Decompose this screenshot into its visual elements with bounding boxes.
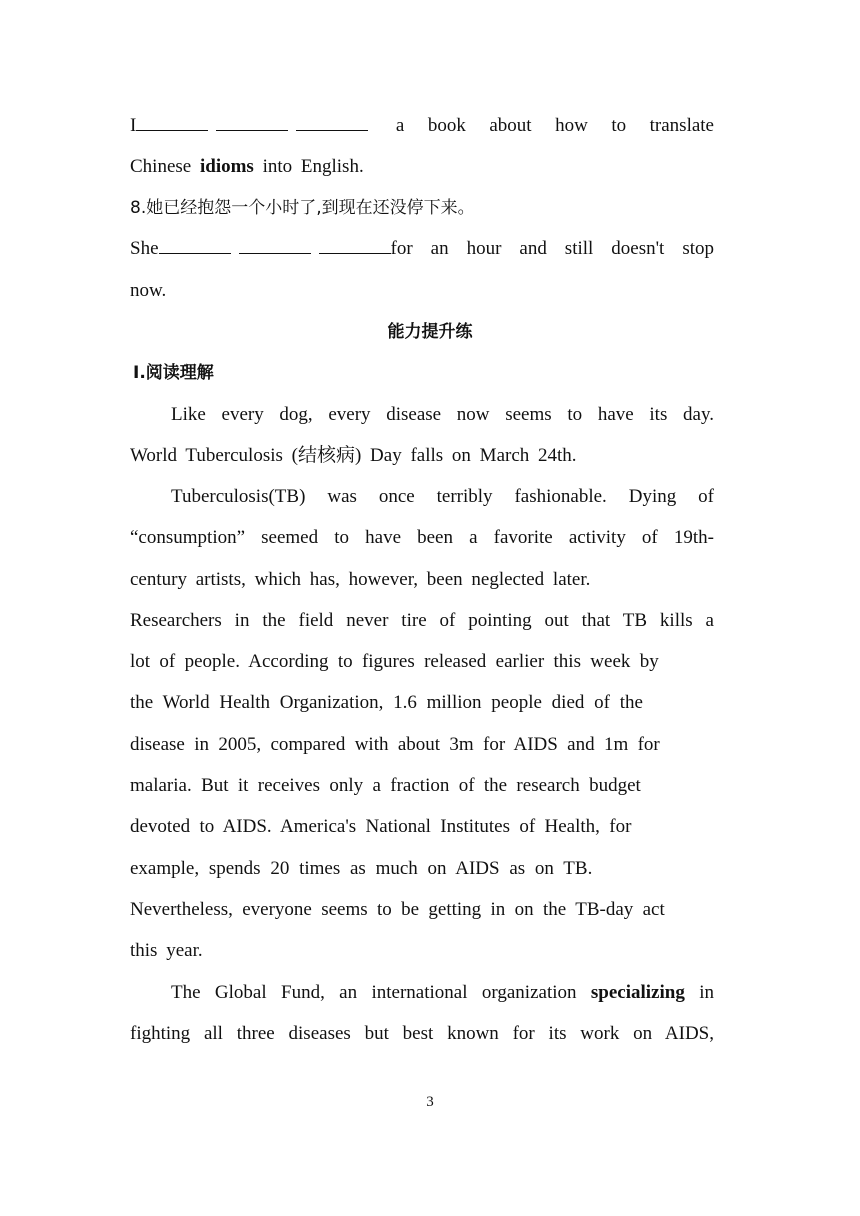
answer-blank[interactable]	[136, 114, 208, 131]
q8-chinese-prompt: 8.她已经抱怨一个小时了,到现在还没停下来。	[130, 198, 475, 218]
q7-keyword: idioms	[199, 156, 254, 177]
passage-line: fighting all three diseases but best known for its work on AIDS,	[130, 1023, 714, 1044]
q7-line2-pre: Chinese	[130, 156, 192, 177]
q7-english-line2	[130, 155, 714, 179]
passage-line: Like every dog, every disease now seems to have its day.	[171, 404, 714, 425]
passage-line: the World Health Organization, 1.6 million people died of the	[130, 692, 643, 713]
passage-line: Nevertheless, everyone seems to be getting in on the TB-day act	[130, 899, 665, 920]
answer-blank[interactable]	[239, 237, 311, 254]
q8-start: She	[130, 238, 159, 259]
passage-line: “consumption” seemed to have been a favorite activity of 19th-	[130, 527, 714, 548]
passage-line: example, spends 20 times as much on AIDS as on TB.	[130, 858, 593, 879]
answer-blank[interactable]	[159, 237, 231, 254]
passage-line	[171, 981, 714, 1005]
answer-blank[interactable]	[296, 114, 368, 131]
passage-line: this year.	[130, 940, 203, 961]
q7-rest: a book about how to translate	[395, 115, 714, 136]
subsection-title: Ⅰ.阅读理解	[133, 363, 214, 383]
q8-english-line1	[130, 237, 714, 261]
passage-text: in	[699, 982, 714, 1003]
q7-line2-post: into English.	[262, 156, 364, 177]
passage-keyword: specializing	[590, 982, 685, 1003]
passage-line: Tuberculosis(TB) was once terribly fashionable. Dying of	[171, 486, 714, 507]
section-title: 能力提升练	[387, 322, 473, 342]
answer-blank[interactable]	[319, 237, 391, 254]
q7-english-line1	[130, 114, 714, 138]
passage-text: The Global Fund, an international organization	[171, 982, 577, 1003]
passage-line: malaria. But it receives only a fraction of the research budget	[130, 775, 641, 796]
passage-line: disease in 2005, compared with about 3m for AIDS and 1m for	[130, 734, 660, 755]
passage-line: century artists, which has, however, been neglected later.	[130, 569, 591, 590]
q8-rest: for an hour and still doesn't stop	[390, 238, 714, 259]
passage-line: lot of people. According to figures released earlier this week by	[130, 651, 659, 672]
passage-line: devoted to AIDS. America's National Institutes of Health, for	[130, 816, 632, 837]
q8-english-line2: now.	[130, 280, 167, 301]
page-number: 3	[426, 1094, 434, 1110]
q7-start: I	[130, 115, 137, 136]
answer-blank[interactable]	[216, 114, 288, 131]
passage-line: World Tuberculosis (结核病) Day falls on March 24th.	[130, 445, 577, 466]
passage-line: Researchers in the field never tire of pointing out that TB kills a	[130, 610, 714, 631]
